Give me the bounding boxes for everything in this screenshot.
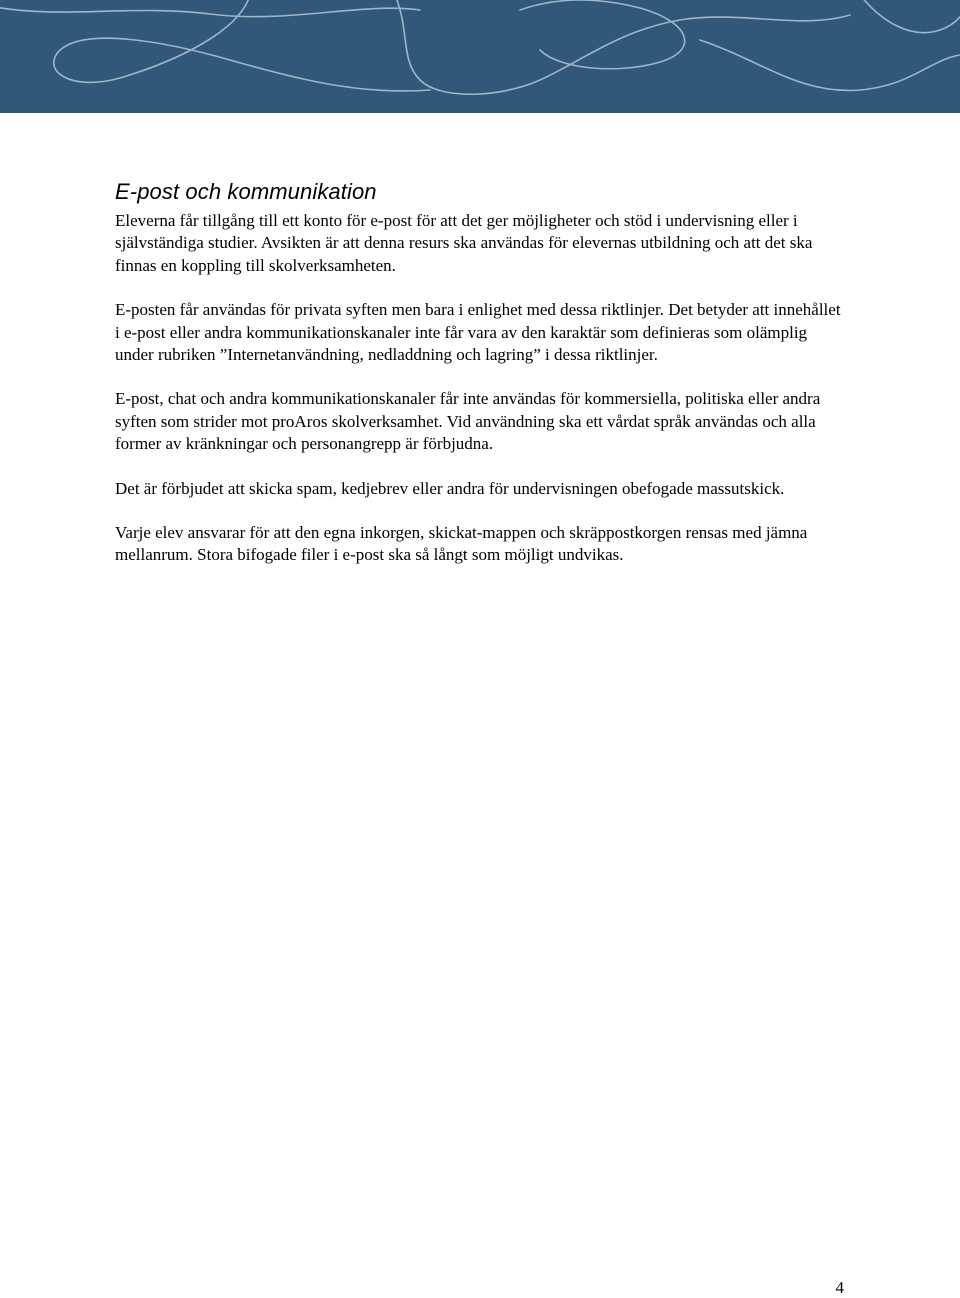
paragraph-2: E-posten får användas för privata syften men bara i enlighet med dessa riktlinjer. Det betyder att innehållet i e-post eller andra kommunikationskanaler inte får vara av den karaktär som definieras som olämplig under rubriken ”Internetanvändning, nedladdning och lagring” i dessa riktlinjer. (115, 300, 841, 365)
header-background (0, 0, 960, 113)
page-number: 4 (835, 1278, 844, 1297)
header-band (0, 0, 960, 113)
document-section (115, 178, 845, 589)
section-heading: E-post och kommunikation (115, 179, 377, 204)
paragraph-3: E-post, chat och andra kommunikationskanaler får inte användas för kommersiella, politiska eller andra syften som strider mot proAros skolverksamhet. Vid användning ska ett vårdat språk användas och alla former av kränkningar och personangrepp är förbjudna. (115, 389, 821, 454)
paragraph-5: Varje elev ansvarar för att den egna inkorgen, skickat-mappen och skräppostkorgen rensas med jämna mellanrum. Stora bifogade filer i e-post ska så långt som möjligt undvikas. (115, 523, 808, 565)
paragraph-4: Det är förbjudet att skicka spam, kedjebrev eller andra för undervisningen obefogade massutskick. (115, 478, 785, 498)
paragraph-1: Eleverna får tillgång till ett konto för e-post för att det ger möjligheter och stöd i undervisning eller i självständiga studier. Avsikten är att denna resurs ska användas för elevernas utbildning och att det ska finnas en koppling till skolverksamheten. (115, 211, 813, 275)
header-decorative-lines (0, 0, 960, 113)
